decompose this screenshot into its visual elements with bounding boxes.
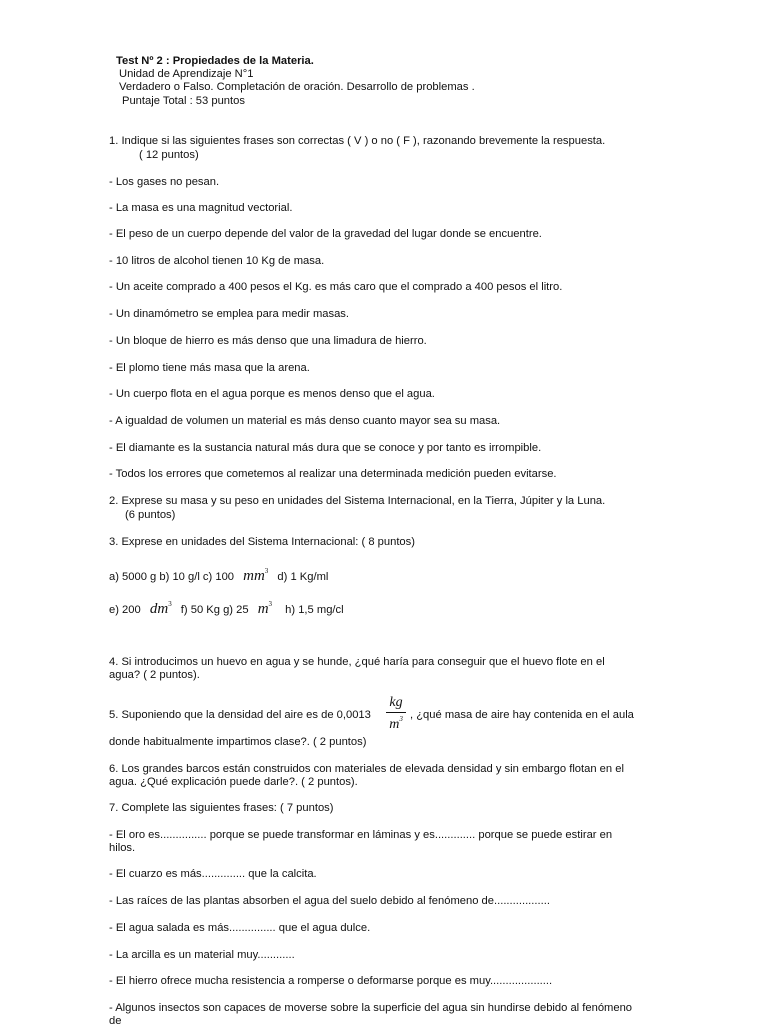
q3-items-f-g: f) 50 Kg g) 25 — [180, 604, 249, 616]
exponent: 3 — [264, 567, 269, 575]
q1-prompt: 1. Indique si las siguientes frases son correctas ( V ) o no ( F ), razonando brevemente la respuesta. — [109, 135, 606, 147]
q7-sentence: - El agua salada es más............... que el agua dulce. — [109, 922, 371, 934]
q1-statement: - Un dinamómetro se emplea para medir masas. — [109, 308, 350, 320]
q1-statement: - La masa es una magnitud vectorial. — [109, 202, 293, 214]
q3-conversions-line-2 — [109, 598, 344, 617]
q7-sentence: - El oro es............... porque se puede transformar en láminas y es............. porque se puede estirar en — [109, 829, 613, 841]
q4-line-1: 4. Si introducimos un huevo en agua y se hunde, ¿qué haría para conseguir que el huevo flote en el — [109, 656, 605, 668]
q7-sentence: - El cuarzo es más.............. que la calcita. — [109, 868, 317, 880]
fraction-denominator: $m^3$ — [389, 715, 403, 732]
q3-item-e: e) 200 — [109, 604, 141, 616]
q5-part-2: , ¿qué masa de aire hay contenida en el aula — [410, 709, 634, 721]
q7-sentence-continued: hilos. — [109, 842, 136, 854]
q6-line-1: 6. Los grandes barcos están construidos con materiales de elevada densidad y sin embargo flotan en el — [109, 763, 624, 775]
unit-mm: mm — [243, 568, 265, 584]
q1-statement: - 10 litros de alcohol tienen 10 Kg de masa. — [109, 255, 325, 267]
q3-conversions-line-1 — [109, 565, 328, 584]
total-score-line: Puntaje Total : 53 puntos — [122, 95, 245, 107]
q5-part-1: 5. Suponiendo que la densidad del aire es de 0,0013 — [109, 709, 371, 721]
unit-m: m — [257, 601, 269, 617]
q3-items-a-c: a) 5000 g b) 10 g/l c) 100 — [109, 571, 235, 583]
density-unit-fraction — [385, 695, 407, 732]
q1-statement: - Un aceite comprado a 400 pesos el Kg. es más caro que el comprado a 400 pesos el litro. — [109, 281, 563, 293]
exponent: 3 — [168, 600, 172, 608]
q7-sentence: - El hierro ofrece mucha resistencia a romperse o deformarse porque es muy.................... — [109, 975, 553, 987]
exponent: 3 — [268, 600, 273, 608]
q4-line-2: agua? ( 2 puntos). — [109, 669, 200, 681]
q6-line-2: agua. ¿Qué explicación puede darle?. ( 2 puntos). — [109, 776, 358, 788]
q7-sentence: - Algunos insectos son capaces de moverse sobre la superficie del agua sin hundirse debido al fenómeno — [109, 1002, 633, 1014]
q5-line-2: donde habitualmente impartimos clase?. ( 2 puntos) — [109, 736, 367, 748]
q1-statement: - Los gases no pesan. — [109, 176, 220, 188]
q1-statement: - A igualdad de volumen un material es más denso cuanto mayor sea su masa. — [109, 415, 501, 427]
unit-line: Unidad de Aprendizaje N°1 — [119, 68, 254, 80]
q7-sentence: - Las raíces de las plantas absorben el agua del suelo debido al fenómeno de.................. — [109, 895, 550, 907]
q7-sentence: - La arcilla es un material muy............ — [109, 949, 295, 961]
q3-item-h: h) 1,5 mg/cl — [285, 604, 344, 616]
q7-prompt: 7. Complete las siguientes frases: ( 7 puntos) — [109, 802, 334, 814]
test-title: Test Nº 2 : Propiedades de la Materia. — [116, 55, 314, 67]
q1-statement: - Un cuerpo flota en el agua porque es menos denso que el agua. — [109, 388, 435, 400]
q7-sentence-continued: de — [109, 1015, 122, 1027]
q1-statement: - Todos los errores que cometemos al realizar una determinada medición pueden evitarse. — [109, 468, 557, 480]
question-types-line: Verdadero o Falso. Completación de oración. Desarrollo de problemas . — [119, 81, 475, 93]
q3-prompt: 3. Exprese en unidades del Sistema Internacional: ( 8 puntos) — [109, 536, 415, 548]
q1-statement: - Un bloque de hierro es más denso que una limadura de hierro. — [109, 335, 427, 347]
q1-statement: - El diamante es la sustancia natural más dura que se conoce y por tanto es irrompible. — [109, 442, 542, 454]
q1-points: ( 12 puntos) — [139, 149, 199, 161]
q2-points: (6 puntos) — [125, 509, 176, 521]
unit-dm: dm — [149, 601, 169, 617]
q3-item-d: d) 1 Kg/ml — [277, 571, 329, 583]
fraction-numerator: kg — [389, 695, 403, 710]
q1-statement: - El peso de un cuerpo depende del valor de la gravedad del lugar donde se encuentre. — [109, 228, 542, 240]
q1-statement: - El plomo tiene más masa que la arena. — [109, 362, 310, 374]
q2-prompt: 2. Exprese su masa y su peso en unidades del Sistema Internacional, en la Tierra, Júpiter y la Luna. — [109, 495, 606, 507]
